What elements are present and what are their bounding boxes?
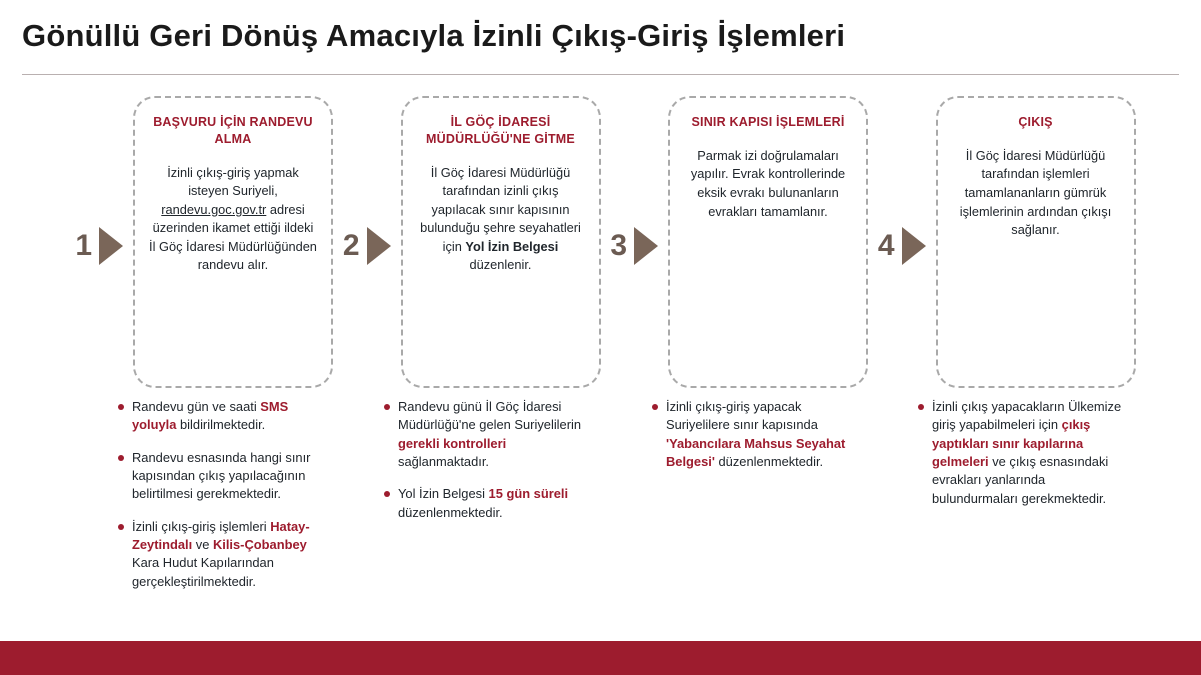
notes-column-2 [340, 398, 606, 536]
text-run: Yol İzin Belgesi [465, 238, 559, 254]
step-3-card [668, 96, 868, 388]
text-run: İzinli çıkış yapacakların Ülkemize giriş yapabilmeleri için [932, 399, 1122, 433]
list-item [384, 485, 588, 522]
footer-bar [0, 641, 1201, 675]
text-run: 'Yabancılara Mahsus Seyahat Belgesi' [666, 435, 846, 469]
list-item [118, 398, 322, 435]
step-2 [338, 96, 606, 396]
text-run: Hatay-Zeytindalı [132, 518, 310, 552]
text-run: adresi üzerinden ikamet ettiği ildeki İl Göç İdaresi Müdürlüğünden randevu alır. [149, 201, 317, 273]
list-item-label [666, 398, 856, 471]
step-number: 2 [342, 229, 360, 262]
step-1-card [133, 96, 333, 388]
text-run: İzinli çıkış-giriş işlemleri [132, 518, 271, 534]
list-item [118, 518, 322, 591]
bullet-dot-icon [384, 491, 390, 497]
step-4-card [936, 96, 1136, 388]
step-2-body [417, 164, 585, 275]
text-run: İzinli çıkış-giriş yapmak isteyen Suriyeli, [167, 164, 299, 199]
step-4-title: ÇIKIŞ [1018, 115, 1053, 129]
list-item [652, 398, 856, 471]
text-run: randevu.goc.gov.tr [161, 201, 267, 217]
text-run: çıkış yaptıkları sınır kapılarına gelmeleri [932, 417, 1091, 469]
text-run: sağlanmaktadır. [398, 453, 490, 469]
notes-column-4 [874, 398, 1140, 522]
list-item-label [132, 398, 322, 435]
text-run: Randevu gün ve saati [132, 399, 261, 414]
list-item-label [132, 518, 322, 591]
page-title: Gönüllü Geri Dönüş Amacıyla İzinli Çıkış-Giriş İşlemleri [22, 18, 846, 53]
text-run: düzenlenmektedir. [714, 453, 824, 469]
list-item-label [398, 485, 588, 522]
bullet-dot-icon [118, 404, 124, 410]
list-item [118, 449, 322, 504]
list-item [384, 398, 588, 471]
step-1-marker [70, 96, 127, 396]
step-4-marker [873, 96, 930, 396]
list-item-label [932, 398, 1122, 508]
notes-row [70, 398, 1140, 605]
bullet-dot-icon [118, 524, 124, 530]
step-2-title: İL GÖÇ İDARESİ MÜDÜRLÜĞÜ'NE GİTME [426, 115, 575, 146]
text-run: düzenlenmektedir. [398, 504, 503, 520]
text-run: Kara Hudut Kapılarından gerçekleştirilmektedir. [132, 555, 274, 589]
step-3 [605, 96, 873, 396]
arrow-right-icon [367, 227, 391, 265]
process-steps [70, 96, 1140, 396]
text-run: İl Göç İdaresi Müdürlüğü tarafından izinli çıkış yapılacak sınır kapısının bulunduğu şehre seyahatleri için [420, 164, 581, 254]
bullet-dot-icon [652, 404, 658, 410]
text-run: Kilis-Çobanbey [212, 536, 307, 552]
step-1-body [149, 164, 317, 275]
list-item-label [398, 398, 588, 471]
list-item-label [132, 449, 322, 504]
notes-column-1 [70, 398, 340, 605]
text-run: düzenlenir. [469, 257, 532, 273]
arrow-right-icon [99, 227, 123, 265]
text-run: İl Göç İdaresi Müdürlüğü tarafından işlemleri tamamlananların gümrük işlemlerinin ardından çıkışı sağlanır. [959, 147, 1112, 238]
step-number: 3 [610, 229, 627, 262]
step-1 [70, 96, 338, 396]
text-run: Parmak izi doğrulamaları yapılır. Evrak kontrollerinde eksik evrakı bulunanların evrakları tamamlanır. [690, 147, 846, 219]
text-run: SMS yoluyla [132, 399, 289, 433]
page-header [22, 18, 1177, 54]
step-1-title: BAŞVURU İÇİN RANDEVU ALMA [153, 115, 313, 146]
step-4 [873, 96, 1141, 396]
text-run: Yol İzin Belgesi [398, 486, 489, 502]
text-run: İzinli çıkış-giriş yapacak Suriyelilere sınır kapısında [666, 399, 818, 433]
text-run: ve çıkış esnasındaki evrakları yanlarında bulundurmaları gerekmektedir. [932, 453, 1109, 506]
text-run: ve [192, 536, 213, 552]
bullet-dot-icon [918, 404, 924, 410]
text-run: Randevu günü İl Göç İdaresi Müdürlüğü'ne gelen Suriyelilerin [398, 399, 582, 433]
step-2-card [401, 96, 601, 388]
notes-column-3 [606, 398, 874, 485]
step-number: 4 [877, 229, 895, 262]
step-4-body [952, 147, 1120, 240]
arrow-right-icon [634, 227, 658, 265]
arrow-right-icon [902, 227, 926, 265]
text-run: bildirilmektedir. [176, 417, 266, 433]
text-run: gerekli kontrolleri [398, 435, 507, 451]
list-item [918, 398, 1122, 508]
step-3-body [684, 147, 852, 221]
bullet-dot-icon [118, 455, 124, 461]
step-number: 1 [75, 229, 92, 262]
step-3-title: SINIR KAPISI İŞLEMLERİ [691, 115, 845, 129]
bullet-dot-icon [384, 404, 390, 410]
step-3-marker [605, 96, 662, 396]
text-run: Randevu esnasında hangi sınır kapısından çıkış yapılacağının belirtilmesi gerekmektedir. [132, 449, 311, 502]
step-2-marker [338, 96, 395, 396]
text-run: 15 gün süreli [488, 486, 569, 502]
header-divider [22, 74, 1179, 75]
